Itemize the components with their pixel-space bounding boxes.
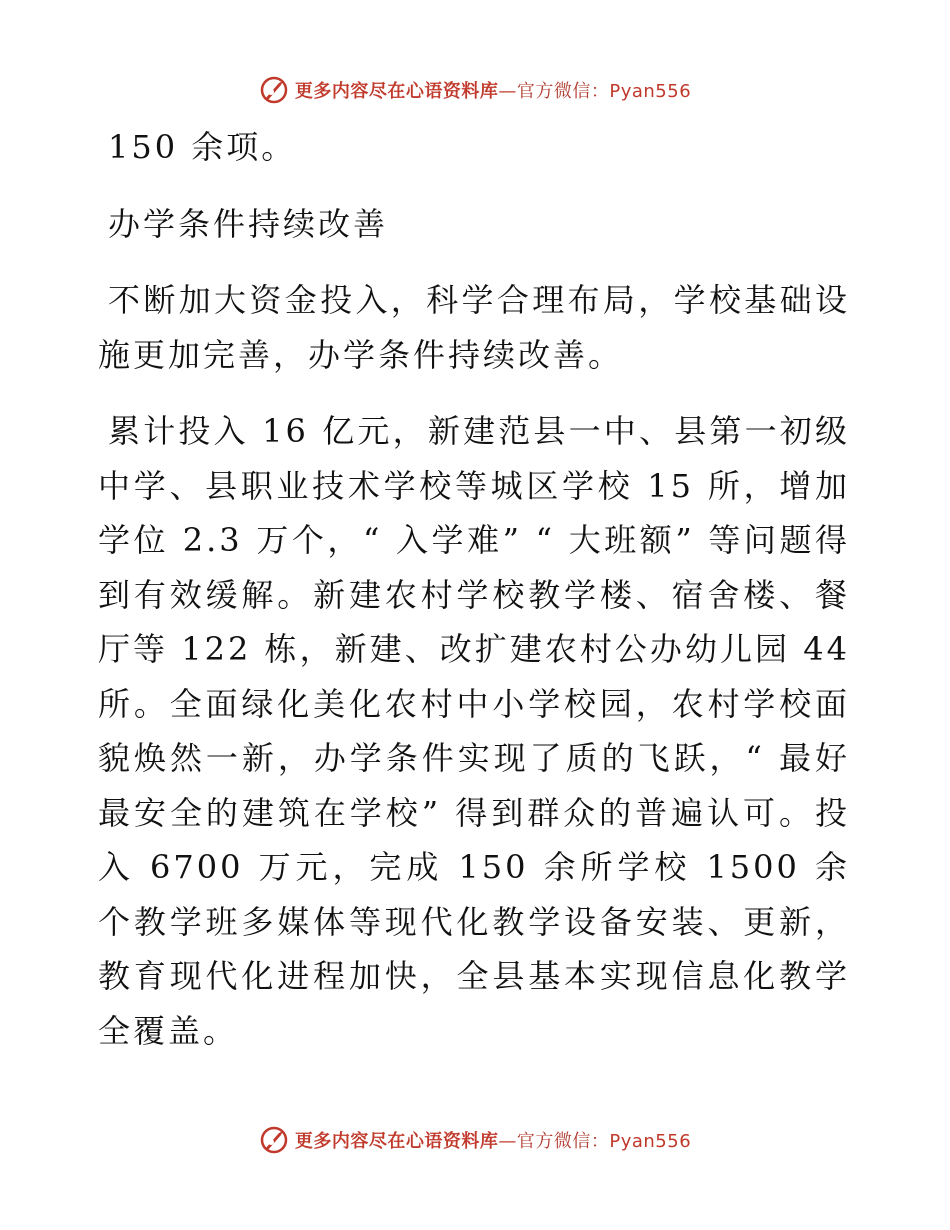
banner-brand: 更多内容尽在心语资料库 xyxy=(294,1131,499,1152)
quill-pen-logo-icon xyxy=(259,1125,289,1155)
paragraph-2: 不断加大资金投入，科学合理布局，学校基础设施更加完善，办学条件持续改善。 xyxy=(98,281,850,374)
document-body xyxy=(98,120,850,1058)
paragraph-1: 150 余项。 xyxy=(108,128,297,166)
paragraph-3: 累计投入 16 亿元，新建范县一中、县第一初级中学、县职业技术学校等城区学校 15 所，增加学位 2.3 万个，“ 入学难” “ 大班额” 等问题得到有效缓解。新建农村学校教学楼、宿舍楼、餐厅等 122 栋，新建、改扩建农村公办幼儿园 44 所。全面绿化美化农村中小学校园，农村学校面貌焕然一新，办学条件实现了质的飞跃，“ 最好最安全的建筑在学校” 得到群众的普遍认可。投入 6700 万元，完成 150 余所学校 1500 余个教学班多媒体等现代化教学设备安装、更新，教育现代化进程加快，全县基本实现信息化教学全覆盖。 xyxy=(98,412,850,1050)
banner-dash: — xyxy=(498,81,517,102)
banner-wechat-id: Pyan556 xyxy=(609,1131,692,1152)
banner-brand: 更多内容尽在心语资料库 xyxy=(294,81,499,102)
footer-banner-text xyxy=(295,1127,691,1153)
header-banner-text xyxy=(295,77,691,103)
banner-dash: — xyxy=(498,1131,517,1152)
section-heading: 办学条件持续改善 xyxy=(108,204,389,243)
header-banner xyxy=(0,70,950,110)
quill-pen-logo-icon xyxy=(259,75,289,105)
banner-official-label: 官方微信： xyxy=(516,81,610,102)
banner-wechat-id: Pyan556 xyxy=(609,81,692,102)
footer-banner xyxy=(0,1120,950,1160)
banner-official-label: 官方微信： xyxy=(516,1131,610,1152)
